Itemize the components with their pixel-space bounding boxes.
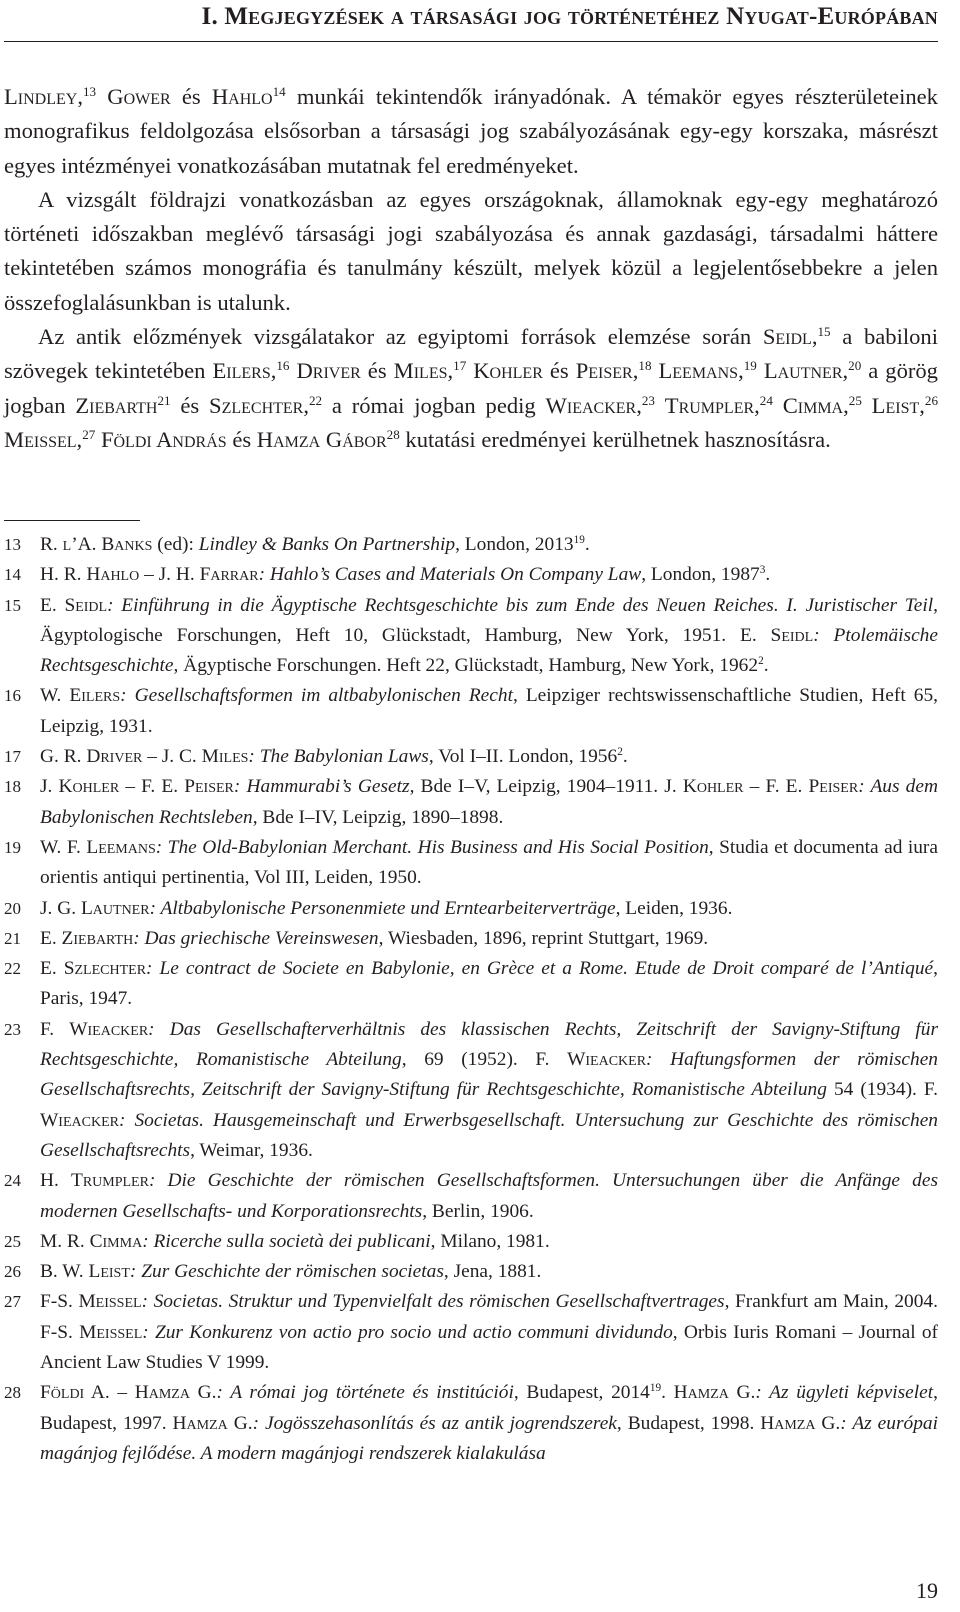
work-title: : Ptolemäische Rechtsgeschichte bbox=[40, 624, 938, 677]
footnote-number: 16 bbox=[4, 686, 21, 706]
footnote-text: F. bbox=[40, 1018, 70, 1040]
footnote-ref: 13 bbox=[83, 83, 97, 99]
footnote bbox=[4, 1166, 938, 1227]
footnote-text: , Bde I–V, Leipzig, 1904–1911. J. bbox=[409, 776, 683, 798]
author-name: Peiser bbox=[184, 776, 234, 798]
work-title: : Haftungsformen der römischen Gesellschaftsrechts, Zeitschrift der Savigny-Stiftung für Rechtsgeschichte, Romanistische Abteilung bbox=[40, 1049, 938, 1101]
footnote-text: H. bbox=[40, 1170, 71, 1192]
author-name: Eilers bbox=[69, 685, 121, 707]
footnote-number: 23 bbox=[4, 1019, 21, 1039]
footnote bbox=[4, 1378, 938, 1469]
footnote bbox=[4, 1257, 938, 1287]
footnote bbox=[4, 954, 938, 1015]
footnote-text: , Leipziger rechtswissenschaftliche Studien, Heft 65, Leipzig, 1931. bbox=[40, 685, 939, 737]
running-head: I. Megjegyzések a társasági jog történetéhez Nyugat-Európában bbox=[201, 3, 938, 30]
footnote-text: , Jena, 1881. bbox=[443, 1261, 542, 1283]
author-name: Hamza G. bbox=[673, 1382, 756, 1404]
footnote-ref: 28 bbox=[386, 426, 400, 442]
work-title: : Altbabylonische Personenmiete und Erntearbeiterverträge bbox=[149, 897, 616, 919]
footnote bbox=[4, 1227, 938, 1257]
footnote-number: 20 bbox=[4, 898, 21, 918]
work-title: : Die Geschichte der römischen Gesellschaftsformen. Untersuchungen über die Anfänge des modernen Gesellschafts- und Korporationsrechts bbox=[40, 1170, 938, 1222]
work-title: : Das Gesellschafterverhältnis des klassischen Rechts, Zeitschrift der Savigny-Stiftung für Rechtsgeschichte, Romanistische Abteilung bbox=[40, 1018, 939, 1071]
author-name: Cimma, bbox=[782, 392, 849, 418]
author-name: Leemans bbox=[86, 836, 156, 858]
work-title: : Das griechische Vereinswesen bbox=[133, 927, 379, 949]
body-text bbox=[4, 80, 938, 457]
author-name: Kohler bbox=[473, 358, 543, 384]
footnote-text: , Orbis Iuris Romani – Journal of Ancient Law Studies V 1999. bbox=[40, 1321, 938, 1374]
work-title: : Hammurabi’s Gesetz bbox=[233, 776, 410, 798]
work-title: : Ricerche sulla società dei publicani bbox=[142, 1230, 431, 1252]
footnote-text: , Milano, 1981. bbox=[430, 1230, 550, 1252]
paragraph: Lindley,$^{13}$ Gower és Hahlo$^{14}$ munkái tekintendők irányadónak. A témakör egyes részterületeinek monografikus feldolgozása elsősorban a társasági jog szabályozásának egy-egy korszaka, másrészt egyes intézményei vonatkozásában mutatnak fel eredményeket. bbox=[4, 83, 938, 178]
footnote-text: W. bbox=[40, 685, 70, 707]
author-name: Peiser bbox=[808, 776, 859, 798]
footnote-ref: 14 bbox=[272, 83, 286, 99]
footnote-text: B. W. bbox=[40, 1261, 89, 1283]
author-name: Leist bbox=[88, 1261, 130, 1283]
footnote-text: E. bbox=[40, 594, 65, 616]
author-name: Meissel bbox=[79, 1321, 143, 1343]
author-name: Driver bbox=[86, 746, 143, 768]
author-name: Leist, bbox=[871, 392, 925, 418]
work-title: : Societas. Struktur und Typenvielfalt des römischen Gesellschaftvertrages bbox=[141, 1291, 725, 1313]
paragraph: Az antik előzmények vizsgálatakor az egyiptomi források elemzése során Seidl,$^{15}$ a babiloni szövegek tekintetében Eilers,$^{16}$ Driver és Miles,$^{17}$ Kohler és Peiser,$^{18}$ Leemans,$^{19}$ Lautner,$^{20}$ a görög jogban Ziebarth$^{21}$ és Szlechter,$^{22}$ a római jogban pedig Wieacker,$^{23}$ Trumpler,$^{24}$ Cimma,$^{25}$ Leist,$^{26}$ Meissel,$^{27}$ Földi András és Hamza Gábor$^{28}$ kutatási eredményei kerülhetnek hasznosításra. bbox=[4, 323, 938, 452]
footnote-ref: 21 bbox=[157, 392, 171, 408]
footnote-text: , London, 1987 bbox=[641, 564, 760, 586]
footnote-text: . bbox=[765, 564, 771, 586]
footnote-number: 19 bbox=[4, 837, 21, 857]
footnote-text: , Budapest, 2014 bbox=[513, 1382, 650, 1404]
footnote-text: , Leiden, 1936. bbox=[615, 897, 733, 919]
footnote bbox=[4, 681, 938, 742]
footnote bbox=[4, 894, 938, 924]
footnote-text: – J. H. bbox=[139, 564, 200, 586]
author-name: Miles, bbox=[393, 358, 454, 384]
footnote-ref: 23 bbox=[641, 392, 655, 408]
author-name: Trumpler bbox=[70, 1170, 149, 1192]
author-name: Meissel, bbox=[4, 426, 83, 452]
footnote-number: 26 bbox=[4, 1262, 21, 1282]
author-name: Leemans, bbox=[658, 358, 744, 384]
author-name: Lautner, bbox=[763, 358, 849, 384]
footnote-number: 24 bbox=[4, 1171, 21, 1191]
footnote-text: M. R. bbox=[40, 1230, 90, 1252]
footnote-text: , Bde I–IV, Leipzig, 1890–1898. bbox=[252, 806, 504, 828]
footnote-number: 14 bbox=[4, 565, 21, 585]
work-title: : The Babylonian Laws bbox=[248, 746, 429, 768]
footnote-text: , Berlin, 1906. bbox=[422, 1200, 534, 1222]
footnote-text: J. G. bbox=[40, 897, 81, 919]
footnote-text: G. R. bbox=[40, 746, 87, 768]
author-name: Szlechter bbox=[63, 958, 147, 980]
author-name: Wieacker bbox=[69, 1018, 149, 1040]
footnote bbox=[4, 924, 938, 954]
footnote-text: , Vol I–II. London, 1956 bbox=[428, 746, 618, 768]
footnote bbox=[4, 742, 938, 772]
footnote bbox=[4, 1287, 938, 1378]
author-name: Ziebarth bbox=[61, 927, 134, 949]
footnote-ref: 26 bbox=[924, 392, 938, 408]
work-title: : Aus dem Babylonischen Rechtsleben bbox=[40, 776, 938, 828]
author-name: Meissel bbox=[78, 1291, 142, 1313]
footnote-text: 54 (1934). F. bbox=[826, 1079, 938, 1101]
footnote-text: . bbox=[763, 655, 769, 677]
footnote bbox=[4, 560, 938, 590]
footnote-number: 18 bbox=[4, 777, 21, 797]
footnote-text: – bbox=[109, 1382, 135, 1404]
work-title: : Einführung in die Ägyptische Rechtsgeschichte bis zum Ende des Neuen Reiches. I. Juristischer Teil bbox=[107, 594, 934, 616]
footnotes bbox=[4, 530, 938, 1469]
footnote-number: 25 bbox=[4, 1231, 21, 1251]
author-name: Kohler bbox=[58, 776, 120, 798]
footnote-ref: 27 bbox=[82, 426, 96, 442]
author-name: Lindley, bbox=[4, 84, 83, 109]
footnote-text: 19 bbox=[573, 534, 585, 547]
footnote-ref: 16 bbox=[276, 358, 290, 374]
author-name: Szlechter, bbox=[209, 392, 309, 418]
work-title: : Az ügyleti képviselet bbox=[755, 1382, 934, 1404]
footnote-ref: 25 bbox=[848, 392, 862, 408]
footnote-text: 19 bbox=[649, 1382, 662, 1395]
author-name: Seidl bbox=[770, 624, 814, 646]
footnote-ref: 19 bbox=[743, 358, 757, 374]
footnote-text: – F. E. bbox=[119, 776, 185, 798]
author-name: Wieacker bbox=[567, 1049, 647, 1071]
page-number: 19 bbox=[916, 1578, 938, 1603]
footnote-number: 21 bbox=[4, 928, 21, 948]
author-name: Wieacker bbox=[40, 1109, 119, 1131]
footnote-ref: 22 bbox=[309, 392, 323, 408]
work-title: : Zur Konkurenz von actio pro socio und actio communi dividundo bbox=[142, 1321, 673, 1343]
work-title: : Jogösszehasonlítás és az antik jogrendszerek bbox=[252, 1412, 617, 1434]
author-name: Hamza Gábor bbox=[256, 426, 387, 452]
footnote-text: 2 bbox=[617, 746, 623, 759]
footnote-text: . bbox=[661, 1382, 674, 1404]
footnote-ref: 18 bbox=[638, 358, 652, 374]
footnote bbox=[4, 772, 938, 833]
author-name: Hahlo bbox=[86, 564, 140, 586]
footnote-number: 13 bbox=[4, 535, 21, 554]
footnote-text: – F. E. bbox=[743, 776, 809, 798]
author-name: Driver bbox=[296, 358, 361, 384]
footnote-ref: 17 bbox=[453, 358, 467, 374]
footnote-text: R. bbox=[40, 534, 63, 555]
footnote-text: , Budapest, 1997. bbox=[40, 1382, 938, 1434]
footnote-text: – J. C. bbox=[142, 746, 202, 768]
footnote-text: , Ägyptische Forschungen. Heft 22, Glückstadt, Hamburg, New York, 1962 bbox=[173, 655, 759, 677]
footnote-text: E. bbox=[40, 958, 64, 980]
author-name: Hamza G. bbox=[760, 1412, 841, 1434]
work-title: Lindley & Banks On Partnership bbox=[198, 534, 456, 555]
work-title: : Zur Geschichte der römischen societas bbox=[129, 1261, 444, 1283]
author-name: l’A. Banks bbox=[62, 534, 153, 555]
author-name: Gower bbox=[107, 84, 171, 109]
footnote-ref: 24 bbox=[759, 392, 773, 408]
footnote-text: , Paris, 1947. bbox=[40, 958, 938, 1010]
footnote-number: 27 bbox=[4, 1292, 21, 1312]
work-title: : Hahlo’s Cases and Materials On Company Law bbox=[258, 564, 642, 586]
author-name: Farrar bbox=[199, 564, 259, 586]
footnote-number: 17 bbox=[4, 747, 21, 767]
work-title: : The Old-Babylonian Merchant. His Business and His Social Position bbox=[155, 836, 709, 858]
footnote-text: 3 bbox=[759, 564, 766, 577]
footnote-number: 28 bbox=[4, 1383, 21, 1403]
author-name: Eilers, bbox=[212, 358, 277, 384]
header-rule bbox=[4, 41, 938, 42]
footnote-ref: 15 bbox=[817, 323, 831, 339]
footnote-text: , Wiesbaden, 1896, reprint Stuttgart, 1969. bbox=[378, 927, 709, 949]
author-name: Cimma bbox=[89, 1230, 143, 1252]
author-name: Hamza G. bbox=[172, 1412, 253, 1434]
author-name: Peiser, bbox=[575, 358, 639, 384]
work-title: : Az európai magánjog fejlődése. A modern magánjogi rendszerek kialakulása bbox=[40, 1412, 938, 1464]
author-name: Lautner bbox=[80, 897, 150, 919]
paragraph: A vizsgált földrajzi vonatkozásban az egyes országoknak, államoknak egy-egy meghatározó történeti időszakban meglévő társasági jogi szabályozása és annak gazdasági, társadalmi háttere tekintetében számos monográfia és tanulmány készült, melyek közül a legjelentősebbekre a jelen összefoglalásunkban is utalunk. bbox=[4, 186, 938, 315]
footnote bbox=[4, 1015, 938, 1166]
author-name: Földi András bbox=[100, 426, 227, 452]
footnote-text: H. R. bbox=[40, 564, 87, 586]
author-name: Földi A. bbox=[40, 1382, 110, 1404]
footnote-text: . bbox=[584, 534, 590, 555]
author-name: Ziebarth bbox=[75, 392, 158, 418]
footnote-text: J. bbox=[40, 776, 59, 798]
footnote bbox=[4, 833, 938, 894]
footnote-number: 15 bbox=[4, 595, 21, 615]
author-name: Kohler bbox=[682, 776, 744, 798]
footnote-text: 2 bbox=[758, 655, 764, 668]
author-name: Seidl bbox=[64, 594, 108, 616]
footnote-rule bbox=[4, 520, 140, 521]
footnote-text: W. F. bbox=[40, 836, 87, 858]
footnote-text: , Budapest, 1998. bbox=[616, 1412, 761, 1434]
footnote-text: , 69 (1952). F. bbox=[401, 1049, 568, 1071]
author-name: Seidl, bbox=[762, 324, 818, 350]
footnote-text: , London, 2013 bbox=[455, 534, 574, 555]
footnote bbox=[4, 591, 938, 682]
author-name: Hahlo bbox=[211, 84, 273, 109]
work-title: : Gesellschaftsformen im altbabylonischen Recht bbox=[120, 685, 513, 707]
author-name: Miles bbox=[201, 746, 249, 768]
footnote-ref: 20 bbox=[848, 358, 862, 374]
author-name: Hamza G. bbox=[134, 1382, 217, 1404]
footnote-text: , Frankfurt am Main, 2004. F-S. bbox=[40, 1291, 938, 1343]
footnote-text: , Ägyptologische Forschungen, Heft 10, Glückstadt, Hamburg, New York, 1951. E. bbox=[40, 594, 938, 646]
footnote-text: F-S. bbox=[40, 1291, 79, 1313]
work-title: : Le contract de Societe en Babylonie, en Grèce et a Rome. Etude de Droit comparé de l’Antiqué bbox=[146, 958, 934, 980]
footnote bbox=[4, 530, 938, 560]
footnote-text: . bbox=[622, 746, 628, 768]
author-name: Trumpler, bbox=[664, 392, 760, 418]
author-name: Wieacker, bbox=[545, 392, 642, 418]
work-title: : Societas. Hausgemeinschaft und Erwerbsgesellschaft. Untersuchung zur Geschichte des römischen Gesellschaftsrechts bbox=[40, 1109, 938, 1161]
footnote-text: , Weimar, 1936. bbox=[190, 1139, 313, 1161]
footnote-number: 22 bbox=[4, 959, 21, 979]
work-title: : A római jog története és institúciói bbox=[216, 1382, 514, 1404]
footnote-text: (ed): bbox=[152, 534, 199, 555]
footnote-text: , Studia et documenta ad iura orientis antiqui pertinentia, Vol III, Leiden, 1950. bbox=[40, 836, 938, 889]
footnote-text: E. bbox=[40, 927, 62, 949]
